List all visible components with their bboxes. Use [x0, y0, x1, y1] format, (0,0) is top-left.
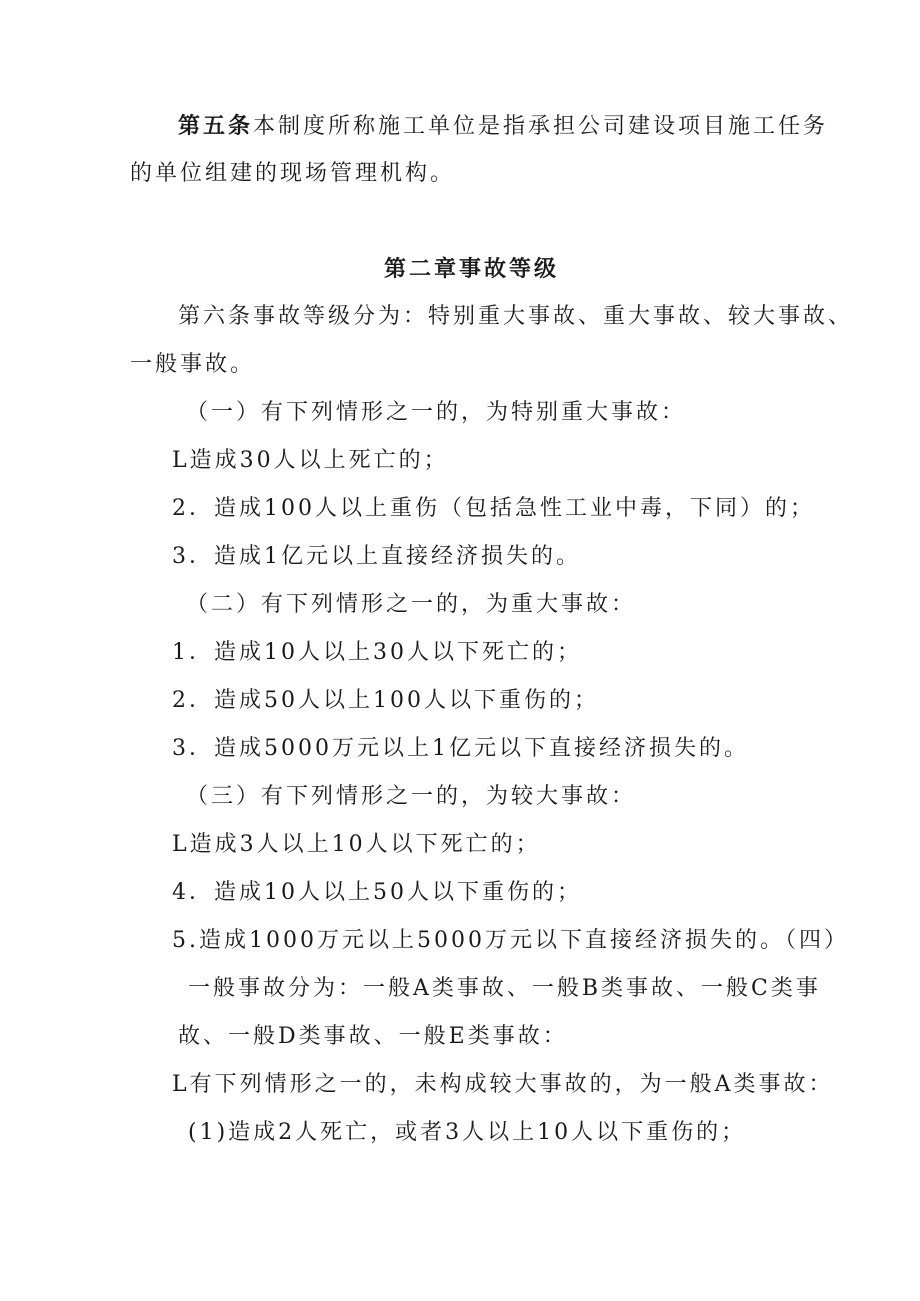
- article6-line2: 一般事故。: [130, 352, 256, 377]
- clause1-heading: （一）有下列情形之一的，为特别重大事故：: [186, 400, 687, 425]
- article5-lead: 第五条: [178, 113, 254, 139]
- clause4-line1: 一般事故分为：一般A类事故、一般B类事故、一般C类事: [188, 976, 821, 1001]
- clause1-item3: 3．造成1亿元以上直接经济损失的。: [172, 544, 581, 569]
- article5-line1-text: 本制度所称施工单位是指承担公司建设项目施工任务: [253, 114, 829, 139]
- clause2-heading: （二）有下列情形之一的，为重大事故：: [186, 592, 637, 617]
- clause3-heading: （三）有下列情形之一的，为较大事故：: [186, 784, 637, 809]
- clause1-item2: 2．造成100人以上重伤（包括急性工业中毒，下同）的；: [172, 496, 815, 521]
- chapter2-heading: 第二章事故等级: [384, 256, 560, 282]
- clause2-item2: 2．造成50人以上100人以下重伤的；: [172, 688, 599, 713]
- clause4-sub1: (1)造成2人死亡，或者3人以上10人以下重伤的；: [188, 1120, 747, 1145]
- clause3-item3: 5.造成1000万元以上5000万元以下直接经济损失的。（四）: [172, 928, 849, 953]
- clause4-line2: 故、一般D类事故、一般E类事故：: [178, 1024, 568, 1049]
- clause2-item3: 3．造成5000万元以上1亿元以下直接经济损失的。: [172, 736, 749, 761]
- clause3-item2: 4．造成10人以上50人以下重伤的；: [172, 880, 582, 905]
- clause4-item1: L有下列情形之一的，未构成较大事故的，为一般A类事故：: [172, 1072, 834, 1097]
- article5-line2: 的单位组建的现场管理机构。: [130, 161, 456, 186]
- clause3-item1: L造成3人以上10人以下死亡的；: [172, 832, 541, 857]
- clause1-item1: L造成30人以上死亡的；: [172, 448, 449, 473]
- article6-line1: 第六条事故等级分为：特别重大事故、重大事故、较大事故、: [178, 304, 854, 329]
- clause2-item1: 1．造成10人以上30人以下死亡的；: [172, 640, 582, 665]
- article5-line1: [178, 111, 828, 142]
